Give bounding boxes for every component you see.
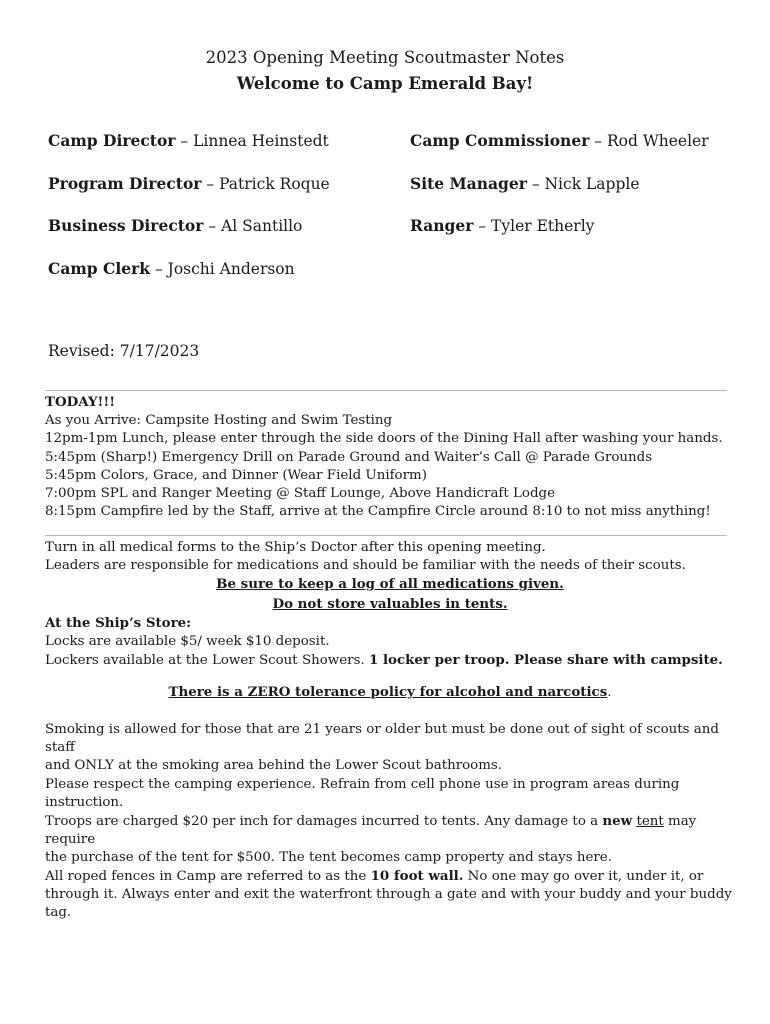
staff-name: – Nick Lapple [526, 174, 640, 193]
schedule-item: 7:00pm SPL and Ranger Meeting @ Staff Lounge, Above Handicraft Lodge [45, 486, 556, 502]
staff-role: Ranger [410, 216, 474, 235]
staff-entry [48, 215, 330, 258]
staff-entry [410, 215, 709, 258]
respect-paragraph: Please respect the camping experience. Refrain from cell phone use in program areas during instruction. [45, 777, 680, 811]
locks-text: Locks are available $5/ week $10 deposit. [45, 634, 330, 650]
schedule-item: 5:45pm (Sharp!) Emergency Drill on Parade Ground and Waiter’s Call @ Parade Grounds [45, 449, 653, 465]
staff-role: Camp Commissioner [410, 131, 590, 150]
staff-entry [48, 173, 330, 216]
medication-log-notice: Be sure to keep a log of all medications given. [216, 576, 564, 593]
schedule-item: As you Arrive: Campsite Hosting and Swim Testing [45, 413, 393, 429]
staff-list-left [48, 130, 330, 300]
staff-entry [410, 130, 709, 173]
divider [45, 390, 727, 391]
today-heading: TODAY!!! [45, 394, 116, 410]
staff-list-right [410, 130, 709, 258]
medications-text: Leaders are responsible for medications and should be familiar with the needs of their scouts. [45, 558, 686, 574]
staff-entry [48, 258, 330, 301]
schedule-item: 5:45pm Colors, Grace, and Dinner (Wear Field Uniform) [45, 467, 427, 483]
schedule-item: 8:15pm Campfire led by the Staff, arrive at the Campfire Circle around 8:10 to not miss anything! [45, 504, 711, 520]
staff-role: Camp Director [48, 131, 176, 150]
staff-role: Camp Clerk [48, 258, 151, 278]
lockers-text: Lockers available at the Lower Scout Showers. 1 locker per troop. Please share with campsite. [45, 652, 723, 669]
fences-paragraph: All roped fences in Camp are referred to as the 10 foot wall. No one may go over it, under it, or through it. Always enter and exit the waterfront through a gate and with your buddy and your buddy tag. [45, 868, 732, 921]
document-subtitle: Welcome to Camp Emerald Bay! [236, 74, 534, 93]
document-title: 2023 Opening Meeting Scoutmaster Notes [205, 48, 565, 67]
today-schedule [45, 393, 735, 521]
staff-name: – Linnea Heinstedt [175, 132, 329, 150]
store-heading: At the Ship’s Store: [45, 614, 192, 631]
staff-name: – Tyler Etherly [473, 217, 595, 235]
staff-name: – Al Santillo [203, 217, 303, 235]
staff-entry [410, 173, 709, 216]
smoking-paragraph: Smoking is allowed for those that are 21 years or older but must be done out of sight of scouts and staff and ONLY at the smoking area behind the Lower Scout bathrooms. [45, 722, 719, 774]
staff-role: Program Director [48, 173, 202, 193]
staff-role: Site Manager [410, 173, 527, 193]
staff-role: Business Director [48, 216, 204, 235]
staff-name: – Patrick Roque [201, 174, 330, 193]
zero-tolerance-policy: There is a ZERO tolerance policy for alcohol and narcotics. [168, 684, 612, 700]
staff-name: – Rod Wheeler [589, 132, 709, 150]
revised-date: Revised: 7/17/2023 [48, 342, 200, 360]
schedule-item: 12pm-1pm Lunch, please enter through the side doors of the Dining Hall after washing your hands. [45, 431, 723, 447]
medical-section [45, 539, 735, 670]
valuables-notice: Do not store valuables in tents. [272, 595, 508, 612]
medical-forms-text: Turn in all medical forms to the Ship’s Doctor after this opening meeting. [45, 540, 546, 555]
staff-name: – Joschi Anderson [150, 259, 295, 278]
divider [45, 535, 727, 536]
staff-entry [48, 130, 330, 173]
tent-damage-paragraph: Troops are charged $20 per inch for damages incurred to tents. Any damage to a new tent may require the purchase of the tent for $500. The tent becomes camp property and stays here. [45, 813, 697, 866]
